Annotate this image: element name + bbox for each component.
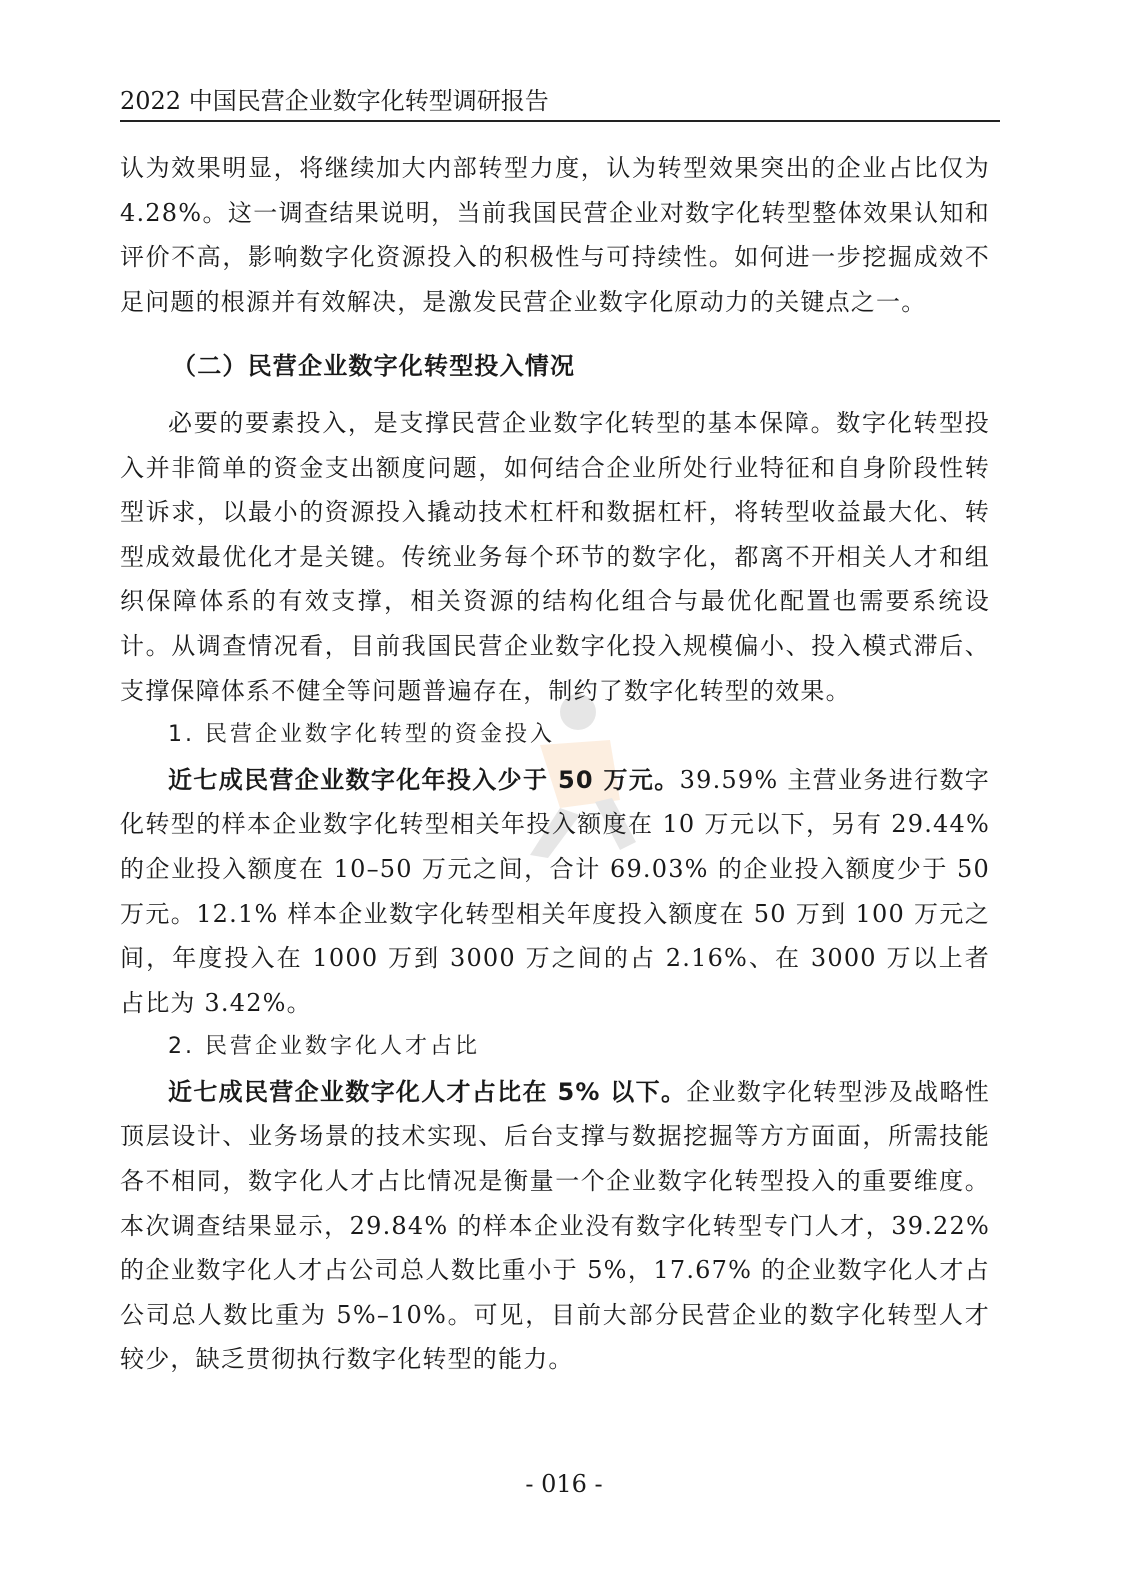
paragraph-1: 认为效果明显，将继续加大内部转型力度，认为转型效果突出的企业占比仅为 4.28%。这一调查结果说明，当前我国民营企业对数字化转型整体效果认知和评价不高，影响数字化资源投入的积极性与可持续性。如何进一步挖掘成效不足问题的根源并有效解决，是激发民营企业数字化原动力的关键点之一。 — [120, 154, 990, 316]
header-rule — [120, 120, 1000, 122]
paragraph-4-lead: 近七成民营企业数字化人才占比在 5% 以下。 — [168, 1077, 687, 1106]
page-number: - 016 - — [525, 1470, 603, 1498]
section-heading: （二）民营企业数字化转型投入情况 — [172, 352, 576, 381]
paragraph-4 — [120, 1070, 990, 1382]
subheading-2: 2. 民营企业数字化人才占比 — [168, 1034, 480, 1060]
spacer — [120, 324, 990, 332]
paragraph-3-rest: 39.59% 主营业务进行数字化转型的样本企业数字化转型相关年投入额度在 10 万元以下，另有 29.44% 的企业投入额度在 10–50 万元之间，合计 69.03% 的企业投入额度少于 50 万元。12.1% 样本企业数字化转型相关年度投入额度在 50 万到 100 万元之间，年度投入在 1000 万到 3000 万之间的占 2.16%、在 3000 万以上者占比为 3.42%。 — [120, 765, 991, 1017]
paragraph-4-rest: 企业数字化转型涉及战略性顶层设计、业务场景的技术实现、后台支撑与数据挖掘等方方面面，所需技能各不相同，数字化人才占比情况是衡量一个企业数字化转型投入的重要维度。本次调查结果显示，29.84% 的样本企业没有数字化转型专门人才，39.22% 的企业数字化人才占公司总人数比重小于 5%，17.67% 的企业数字化人才占公司总人数比重为 5%–10%。可见，目前大部分民营企业的数字化转型人才较少，缺乏贯彻执行数字化转型的能力。 — [120, 1077, 990, 1374]
body-text — [120, 146, 990, 1382]
running-header: 2022 中国民营企业数字化转型调研报告 — [120, 87, 549, 115]
paragraph-3-lead: 近七成民营企业数字化年投入少于 50 万元。 — [168, 765, 680, 794]
subheading-1: 1. 民营企业数字化转型的资金投入 — [168, 722, 555, 748]
paragraph-2: 必要的要素投入，是支撑民营企业数字化转型的基本保障。数字化转型投入并非简单的资金支出额度问题，如何结合企业所处行业特征和自身阶段性转型诉求，以最小的资源投入撬动技术杠杆和数据杠杆，将转型收益最大化、转型成效最优化才是关键。传统业务每个环节的数字化，都离不开相关人才和组织保障体系的有效支撑，相关资源的结构化组合与最优化配置也需要系统设计。从调查情况看，目前我国民营企业数字化投入规模偏小、投入模式滞后、支撑保障体系不健全等问题普遍存在，制约了数字化转型的效果。 — [120, 408, 990, 705]
paragraph-3 — [120, 758, 990, 1026]
